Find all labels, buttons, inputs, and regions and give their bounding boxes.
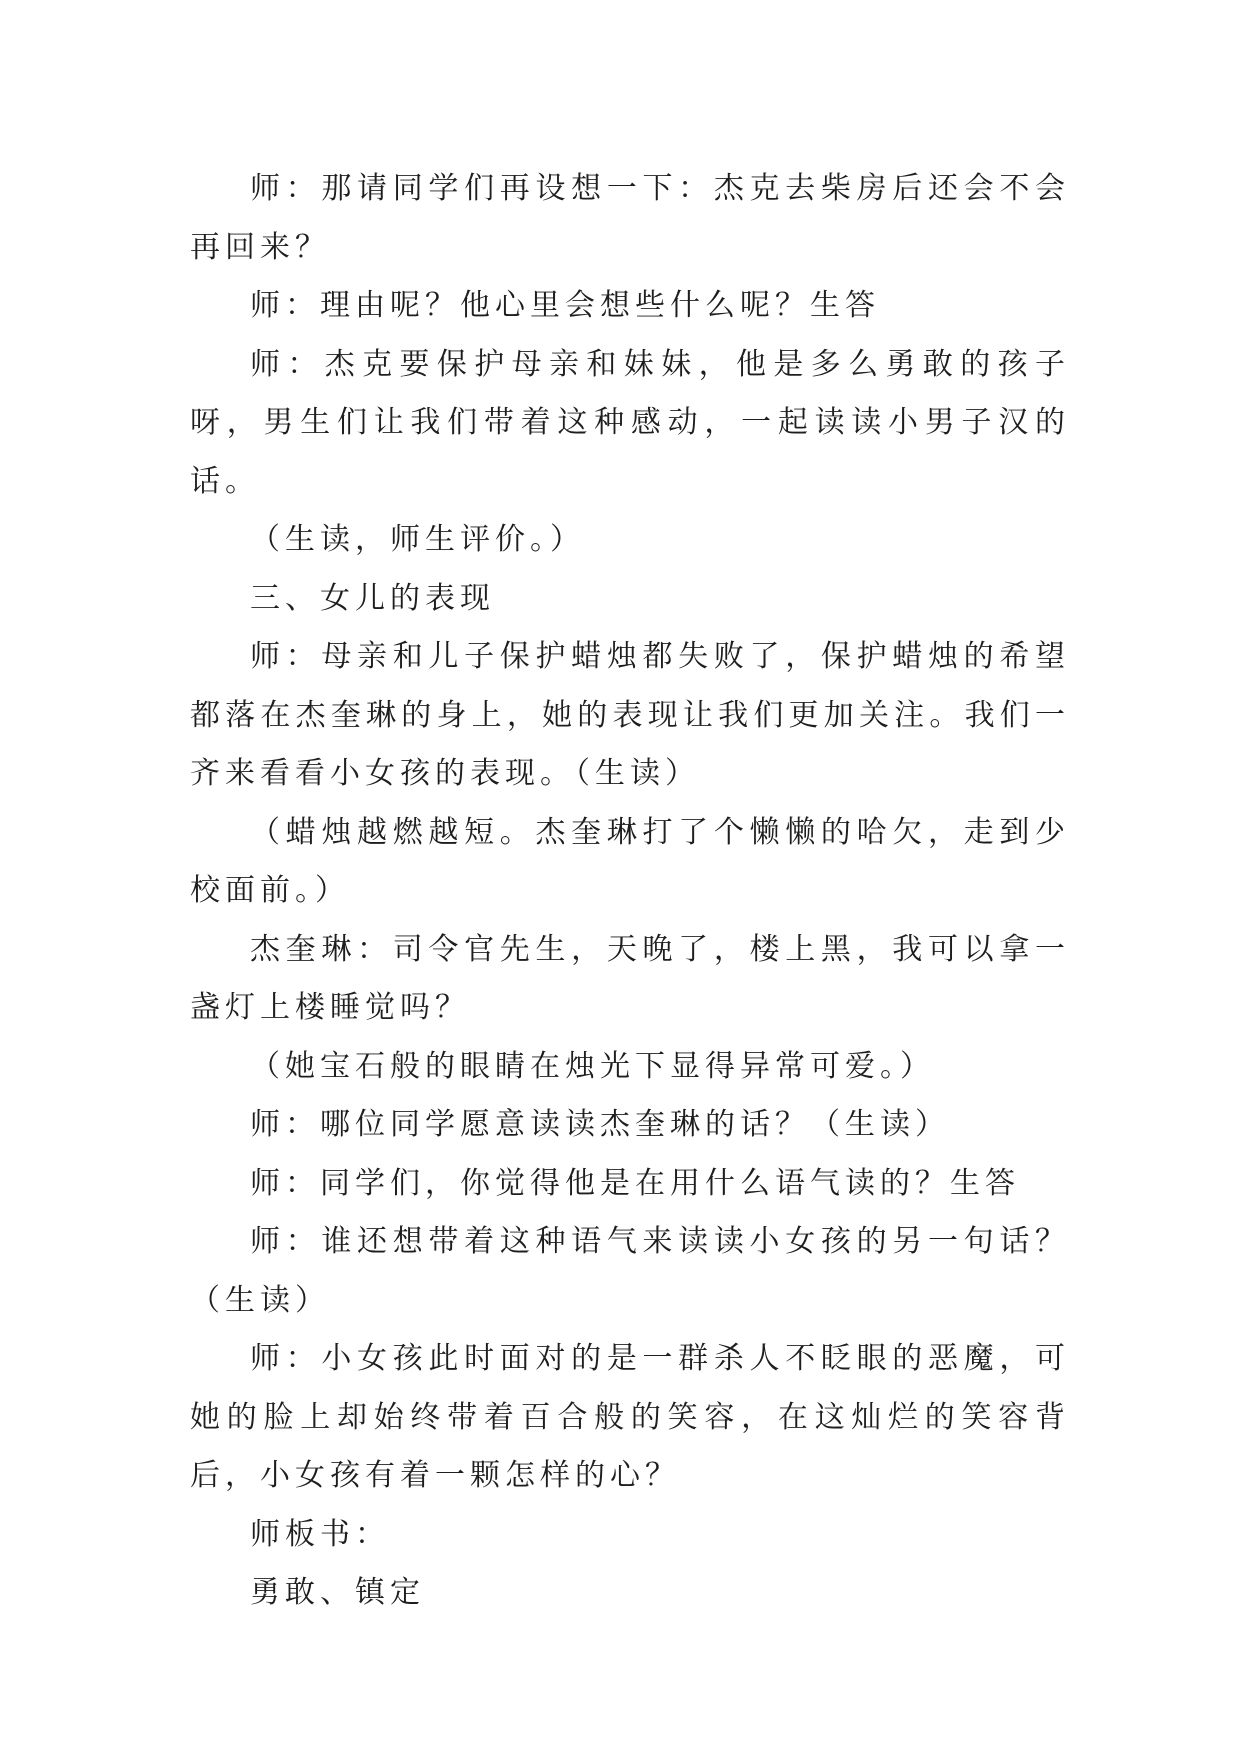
- document-body: [190, 160, 1070, 1623]
- paragraph-teacher-reason: 师：理由呢？他心里会想些什么呢？生答: [250, 288, 880, 323]
- paragraph-jacqueline-line: 杰奎琳：司令官先生，天晚了，楼上黑，我可以拿一盏灯上楼睡觉吗？: [190, 931, 1070, 1025]
- paragraph-teacher-tone: 师：同学们，你觉得他是在用什么语气读的？生答: [250, 1165, 1020, 1201]
- paragraph-teacher-who-reads: 师：哪位同学愿意读读杰奎琳的话？（生读）: [250, 1107, 950, 1142]
- paragraph-teacher-girl-heart: 师：小女孩此时面对的是一群杀人不眨眼的恶魔，可她的脸上却始终带着百合般的笑容，在这灿烂的笑容背后，小女孩有着一颗怎样的心？: [190, 1341, 1070, 1493]
- paragraph-stage-direction-candle: （蜡烛越燃越短。杰奎琳打了个懒懒的哈欠，走到少校面前。）: [190, 814, 1070, 908]
- section-heading-daughter: 三、女儿的表现: [250, 580, 495, 616]
- paragraph-student-reading-evaluation: （生读，师生评价。）: [250, 522, 585, 557]
- paragraph-teacher-question-return: 师：那请同学们再设想一下：杰克去柴房后还会不会再回来？: [190, 171, 1070, 265]
- paragraph-teacher-another-line: 师：谁还想带着这种语气来读读小女孩的另一句话？（生读）: [190, 1224, 1070, 1318]
- paragraph-blackboard-words: 勇敢、镇定: [250, 1575, 425, 1610]
- paragraph-stage-direction-eyes: （她宝石般的眼睛在烛光下显得异常可爱。）: [250, 1048, 935, 1084]
- paragraph-teacher-jack-brave: 师：杰克要保护母亲和妹妹，他是多么勇敢的孩子呀，男生们让我们带着这种感动，一起读读小男子汉的话。: [190, 346, 1070, 499]
- paragraph-teacher-hope-on-jacqueline: 师：母亲和儿子保护蜡烛都失败了，保护蜡烛的希望都落在杰奎琳的身上，她的表现让我们更加关注。我们一齐来看看小女孩的表现。（生读）: [190, 639, 1070, 791]
- paragraph-blackboard-label: 师板书：: [250, 1516, 390, 1552]
